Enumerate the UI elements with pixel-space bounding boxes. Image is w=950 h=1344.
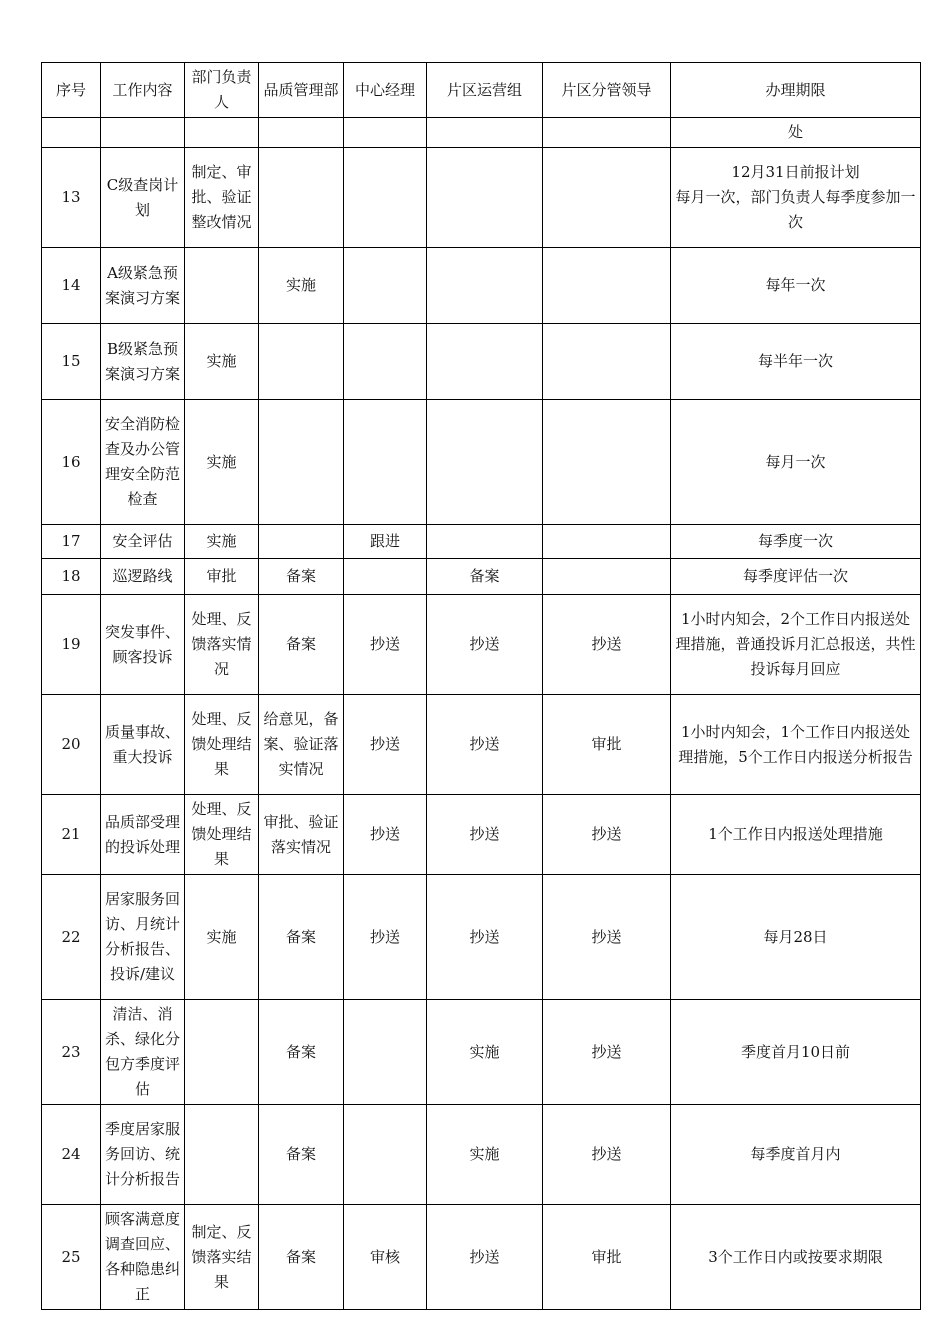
cell-no: 14: [42, 248, 101, 324]
header-content: 工作内容: [101, 63, 185, 118]
cell-area-lead: [543, 324, 671, 400]
cell-area-ops: 抄送: [427, 875, 543, 1000]
cell-area-lead: 审批: [543, 695, 671, 795]
cell-center-mgr: 抄送: [344, 595, 427, 695]
table-row: [42, 1105, 921, 1205]
cell-dept-head: 实施: [185, 525, 259, 559]
cell-deadline: 1个工作日内报送处理措施: [671, 795, 921, 875]
cell-dept-head: [185, 248, 259, 324]
cell-center-mgr: [344, 1105, 427, 1205]
cell-center-mgr: 抄送: [344, 695, 427, 795]
cell-area-lead: [543, 525, 671, 559]
cell-no: 16: [42, 400, 101, 525]
table-row: [42, 695, 921, 795]
header-deadline: 办理期限: [671, 63, 921, 118]
cell-content: A级紧急预案演习方案: [101, 248, 185, 324]
table-row: [42, 795, 921, 875]
cell-content: 突发事件、顾客投诉: [101, 595, 185, 695]
cell-quality: [259, 148, 344, 248]
cell: [543, 118, 671, 148]
cell-deadline: 1小时内知会，1个工作日内报送处理措施，5个工作日内报送分析报告: [671, 695, 921, 795]
cell: [101, 118, 185, 148]
cell-no: 24: [42, 1105, 101, 1205]
table-row: [42, 324, 921, 400]
cell-dept-head: 实施: [185, 324, 259, 400]
cell-area-ops: [427, 400, 543, 525]
cell-dept-head: 实施: [185, 875, 259, 1000]
cell-quality: 备案: [259, 1000, 344, 1105]
cell-no: 13: [42, 148, 101, 248]
cell-area-ops: 抄送: [427, 695, 543, 795]
cell-deadline: 每季度评估一次: [671, 559, 921, 595]
cell-area-lead: 抄送: [543, 595, 671, 695]
cell-center-mgr: [344, 248, 427, 324]
cell-quality: 备案: [259, 1105, 344, 1205]
cell-area-ops: [427, 525, 543, 559]
cell-content: C级查岗计划: [101, 148, 185, 248]
cell-dept-head: 处理、反馈处理结果: [185, 695, 259, 795]
table-row: [42, 248, 921, 324]
table-row: [42, 875, 921, 1000]
cell-area-lead: 审批: [543, 1205, 671, 1310]
table-row: [42, 525, 921, 559]
cell-deadline: 每季度一次: [671, 525, 921, 559]
table-row: [42, 1205, 921, 1310]
cell-quality: [259, 400, 344, 525]
header-row: [42, 63, 921, 118]
header-area-ops: 片区运营组: [427, 63, 543, 118]
cell-deadline: 3个工作日内或按要求期限: [671, 1205, 921, 1310]
cell-no: 18: [42, 559, 101, 595]
cell-content: 品质部受理的投诉处理: [101, 795, 185, 875]
cell-quality: 实施: [259, 248, 344, 324]
cell-content: 巡逻路线: [101, 559, 185, 595]
cell-area-ops: [427, 324, 543, 400]
cell-quality: 备案: [259, 559, 344, 595]
header-area-lead: 片区分管领导: [543, 63, 671, 118]
cell-dept-head: 制定、审批、验证整改情况: [185, 148, 259, 248]
cell: [259, 118, 344, 148]
cell-center-mgr: [344, 1000, 427, 1105]
cell-area-ops: 抄送: [427, 1205, 543, 1310]
cell-area-ops: [427, 148, 543, 248]
header-quality: 品质管理部: [259, 63, 344, 118]
cell-area-lead: 抄送: [543, 1105, 671, 1205]
cell-no: 21: [42, 795, 101, 875]
cell-center-mgr: 跟进: [344, 525, 427, 559]
header-dept-head: 部门负责人: [185, 63, 259, 118]
responsibility-table: [41, 62, 921, 1310]
cell-content: 安全评估: [101, 525, 185, 559]
cell-content: 安全消防检查及办公管理安全防范检查: [101, 400, 185, 525]
cell-content: 居家服务回访、月统计分析报告、投诉/建议: [101, 875, 185, 1000]
cell-center-mgr: [344, 148, 427, 248]
cell-dept-head: 制定、反馈落实结果: [185, 1205, 259, 1310]
cell-deadline: 1小时内知会，2个工作日内报送处理措施，普通投诉月汇总报送，共性投诉每月回应: [671, 595, 921, 695]
cell-content: 季度居家服务回访、统计分析报告: [101, 1105, 185, 1205]
table-row: [42, 400, 921, 525]
cell: [427, 118, 543, 148]
cell: [42, 118, 101, 148]
cell: [185, 118, 259, 148]
cell-area-ops: [427, 248, 543, 324]
cell-area-lead: 抄送: [543, 795, 671, 875]
cell-dept-head: [185, 1105, 259, 1205]
cell-deadline: 每季度首月内: [671, 1105, 921, 1205]
cell-deadline: 每月28日: [671, 875, 921, 1000]
header-center-mgr: 中心经理: [344, 63, 427, 118]
cell-no: 25: [42, 1205, 101, 1310]
cell-dept-head: 实施: [185, 400, 259, 525]
cell-deadline: 每年一次: [671, 248, 921, 324]
cell-quality: [259, 525, 344, 559]
cell-deadline: 季度首月10日前: [671, 1000, 921, 1105]
cell-content: 顾客满意度调查回应、各种隐患纠正: [101, 1205, 185, 1310]
table-row: [42, 148, 921, 248]
table-row: [42, 559, 921, 595]
cell-center-mgr: 审核: [344, 1205, 427, 1310]
cell-quality: 给意见，备案、验证落实情况: [259, 695, 344, 795]
cell-area-lead: [543, 400, 671, 525]
cell-deadline: 每月一次: [671, 400, 921, 525]
cell-center-mgr: 抄送: [344, 795, 427, 875]
cell-quality: 备案: [259, 875, 344, 1000]
cell-quality: [259, 324, 344, 400]
cell-no: 17: [42, 525, 101, 559]
cell-no: 23: [42, 1000, 101, 1105]
cell-area-ops: 抄送: [427, 795, 543, 875]
cell-quality: 备案: [259, 595, 344, 695]
cell-area-lead: 抄送: [543, 875, 671, 1000]
cell-area-ops: 实施: [427, 1000, 543, 1105]
cell-quality: 审批、验证落实情况: [259, 795, 344, 875]
cell-deadline: 12月31日前报计划 每月一次，部门负责人每季度参加一次: [671, 148, 921, 248]
cell-no: 22: [42, 875, 101, 1000]
cell-center-mgr: 抄送: [344, 875, 427, 1000]
cell-dept-head: [185, 1000, 259, 1105]
cell-area-lead: [543, 559, 671, 595]
cell-area-ops: 实施: [427, 1105, 543, 1205]
cell-area-lead: [543, 148, 671, 248]
cell-deadline: 每半年一次: [671, 324, 921, 400]
cell-center-mgr: [344, 324, 427, 400]
cell-content: 质量事故、重大投诉: [101, 695, 185, 795]
cell-no: 20: [42, 695, 101, 795]
cell-center-mgr: [344, 559, 427, 595]
cell-area-ops: 备案: [427, 559, 543, 595]
cell-center-mgr: [344, 400, 427, 525]
cell: [344, 118, 427, 148]
header-no: 序号: [42, 63, 101, 118]
cell-content: 清洁、消杀、绿化分包方季度评估: [101, 1000, 185, 1105]
table-row: [42, 1000, 921, 1105]
cell-dept-head: 审批: [185, 559, 259, 595]
cell-deadline: 处: [671, 118, 921, 148]
cell-area-ops: 抄送: [427, 595, 543, 695]
table-row: [42, 595, 921, 695]
cell-content: B级紧急预案演习方案: [101, 324, 185, 400]
continuation-row: [42, 118, 921, 148]
cell-quality: 备案: [259, 1205, 344, 1310]
cell-area-lead: 抄送: [543, 1000, 671, 1105]
cell-no: 15: [42, 324, 101, 400]
cell-dept-head: 处理、反馈落实情况: [185, 595, 259, 695]
cell-dept-head: 处理、反馈处理结果: [185, 795, 259, 875]
cell-area-lead: [543, 248, 671, 324]
cell-no: 19: [42, 595, 101, 695]
